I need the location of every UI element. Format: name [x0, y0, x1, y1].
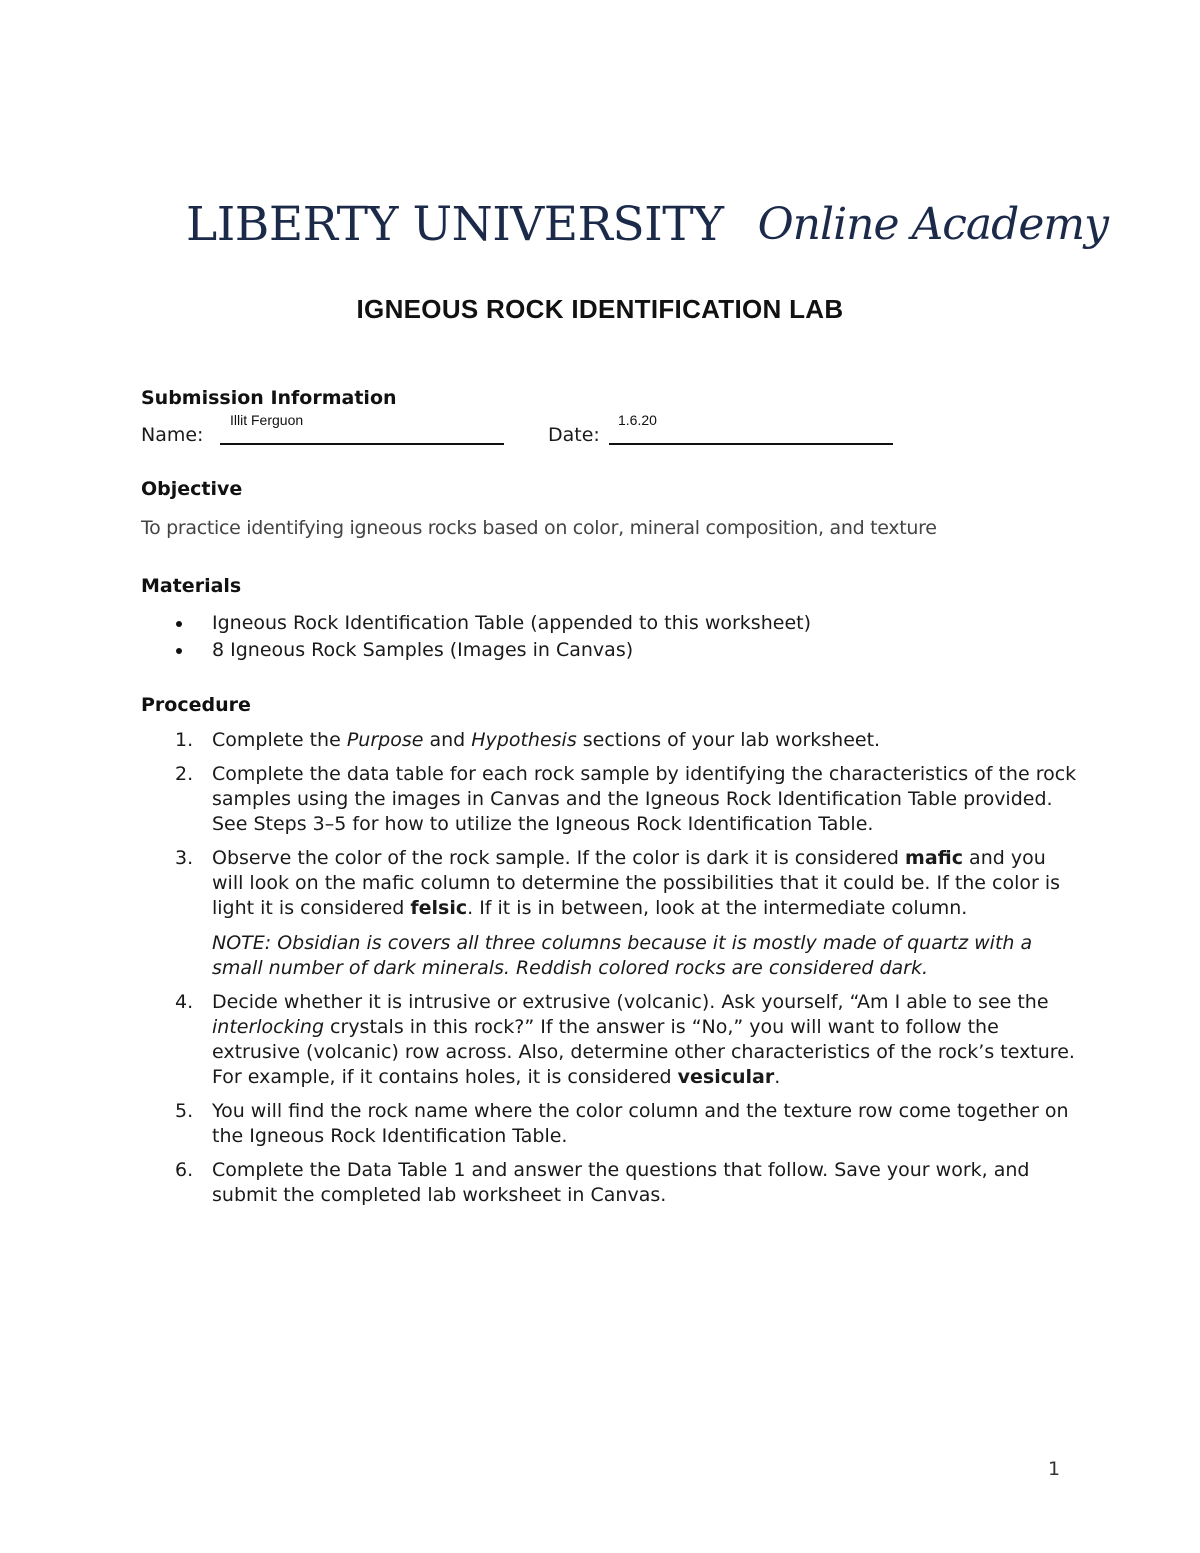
logo-main-text: LIBERTY UNIVERSITY — [186, 196, 724, 252]
interlocking-term: interlocking — [212, 1016, 325, 1038]
date-value[interactable]: 1.6.20 — [618, 412, 657, 428]
step-number: 5. — [175, 1100, 194, 1122]
materials-heading: Materials — [141, 575, 242, 597]
step-text: Complete the Data Table 1 and answer the questions that follow. Save your work, and submit the completed lab worksheet in Canvas. — [212, 1159, 1030, 1206]
procedure-step-2 — [141, 762, 1081, 837]
felsic-term: felsic — [410, 897, 468, 919]
procedure-heading: Procedure — [141, 694, 251, 716]
procedure-step-4 — [141, 990, 1081, 1090]
name-field-line[interactable] — [220, 443, 504, 445]
procedure-steps — [141, 728, 1081, 1217]
step-number: 2. — [175, 763, 194, 785]
procedure-step-6 — [141, 1158, 1081, 1208]
procedure-step-1 — [141, 728, 1081, 753]
materials-list — [141, 610, 1101, 664]
document-title: IGNEOUS ROCK IDENTIFICATION LAB — [356, 294, 844, 324]
step-number: 1. — [175, 729, 194, 751]
liberty-university-logo — [186, 192, 1108, 256]
submission-heading: Submission Information — [141, 387, 397, 409]
step-text: Complete the Purpose and Hypothesis sections of your lab worksheet. — [212, 729, 881, 751]
mafic-term: mafic — [905, 847, 964, 869]
name-value[interactable]: Illit Ferguon — [230, 412, 304, 428]
list-item: 8 Igneous Rock Samples (Images in Canvas) — [141, 637, 1101, 664]
list-item: Igneous Rock Identification Table (appended to this worksheet) — [141, 610, 1101, 637]
vesicular-term: vesicular — [677, 1066, 775, 1088]
step-text: Complete the data table for each rock sample by identifying the characteristics of the rock samples using the images in Canvas and the Igneous Rock Identification Table provided. See Steps 3–5 for how to utilize the Igneous Rock Identification Table. — [212, 763, 1077, 835]
page-number: 1 — [1048, 1458, 1061, 1480]
objective-heading: Objective — [141, 478, 243, 500]
procedure-step-5 — [141, 1099, 1081, 1149]
step-note: NOTE: Obsidian is covers all three columns because it is mostly made of quartz with a small number of dark minerals. Reddish colored rocks are considered dark. — [212, 932, 1033, 979]
date-label: Date: — [548, 424, 600, 446]
step-number: 3. — [175, 847, 194, 869]
name-label: Name: — [141, 424, 204, 446]
step-text: Observe the color of the rock sample. If the color is dark it is considered mafic and you will look on the mafic column to determine the possibilities that it could be. If the color is light it is considered felsic. If it is in between, look at the intermediate column. — [212, 847, 1061, 919]
step-number: 4. — [175, 991, 194, 1013]
step-text: You will find the rock name where the color column and the texture row come together on the Igneous Rock Identification Table. — [212, 1100, 1069, 1147]
purpose-term: Purpose — [346, 729, 424, 751]
hypothesis-term: Hypothesis — [471, 729, 577, 751]
logo-sub-text: Online Academy — [757, 198, 1108, 250]
step-text: Decide whether it is intrusive or extrusive (volcanic). Ask yourself, “Am I able to see the interlocking crystals in this rock?” If the answer is “No,” you will want to follow the extrusive (volcanic) row across. Also, determine other characteristics of the rock’s texture. For example, if it contains holes, it is considered vesicular. — [212, 991, 1075, 1088]
objective-text: To practice identifying igneous rocks based on color, mineral composition, and texture — [141, 517, 937, 539]
step-number: 6. — [175, 1159, 194, 1181]
date-field-line[interactable] — [609, 443, 893, 445]
procedure-step-3 — [141, 846, 1081, 981]
